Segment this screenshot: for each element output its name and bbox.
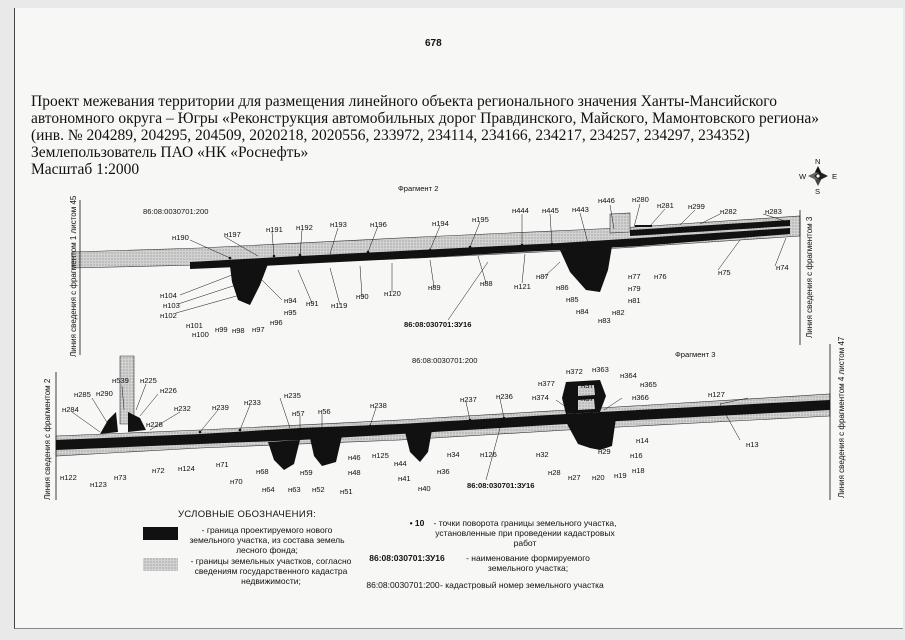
fragment-3-left-edge-label: Линия сведения с фрагментом 2 <box>43 378 52 500</box>
point-label: н281 <box>657 201 674 210</box>
point-label: н122 <box>60 473 77 482</box>
header-line-1: Проект межевания территории для размещения линейного объекта регионального значения Ханты-Мансийского <box>31 93 777 110</box>
point-label: н90 <box>356 292 369 301</box>
point-label: н95 <box>284 308 297 317</box>
fragment-2-cadastral-number: 86:08:0030701:200 <box>143 207 209 216</box>
point-label: н225 <box>140 376 157 385</box>
compass-rose-icon <box>799 157 837 196</box>
point-label: н83 <box>598 316 611 325</box>
point-label: н121 <box>514 282 531 291</box>
point-label: н88 <box>480 279 493 288</box>
point-label: н190 <box>172 233 189 242</box>
fragment-3-cadastral-number: 86:08:0030701:200 <box>412 356 478 365</box>
point-label: н51 <box>340 487 353 496</box>
map-scale: Масштаб 1:2000 <box>31 161 140 178</box>
legend-item-cadastral-number: - кадастровый номер земельного участка <box>440 580 604 590</box>
point-label: н32 <box>536 450 549 459</box>
point-label: н364 <box>620 371 637 380</box>
fragment-3-parcel <box>56 400 830 450</box>
point-label: н125 <box>372 451 389 460</box>
point-label: н376 <box>581 394 598 403</box>
compass-west-label: W <box>799 172 807 181</box>
point-label: н378 <box>581 381 598 390</box>
legend-item-parcel-name: - наименование формируемого земельного участка; <box>466 553 590 573</box>
point-label: н236 <box>496 392 513 401</box>
point-label: н196 <box>370 220 387 229</box>
fragment-2-left-edge-label: Линия сведения с фрагментом 1 листом 45 <box>69 195 78 357</box>
point-label: н20 <box>592 473 605 482</box>
point-label: н285 <box>74 390 91 399</box>
point-label: н443 <box>572 205 589 214</box>
point-label: н366 <box>632 393 649 402</box>
point-label: н226 <box>160 386 177 395</box>
legend-mark-turning-point: • 10 <box>409 518 425 528</box>
point-label: н40 <box>418 484 431 493</box>
point-label: н63 <box>288 485 301 494</box>
header-line-2: автономного округа – Югры «Реконструкция автомобильных дорог Правдинского, Майского, Мамонтовского региона» <box>31 110 820 127</box>
point-label: н34 <box>447 450 460 459</box>
point-label: н71 <box>216 460 229 469</box>
fragment-3-parcel-name: 86:08:030701:ЗУ16 <box>467 481 535 490</box>
point-label: н102 <box>160 311 177 320</box>
legend-title: УСЛОВНЫЕ ОБОЗНАЧЕНИЯ: <box>178 509 317 520</box>
legend-mark-parcel-name: 86:08:030701:ЗУ16 <box>369 553 445 563</box>
fragment-2-parcel-name: 86:08:030701:ЗУ16 <box>404 320 472 329</box>
point-label: н27 <box>568 473 581 482</box>
point-label: н74 <box>776 263 789 272</box>
point-label: н29 <box>598 447 611 456</box>
point-label: н197 <box>224 230 241 239</box>
point-label: н72 <box>152 466 165 475</box>
point-label: н365 <box>640 380 657 389</box>
point-label: н377 <box>538 379 555 388</box>
fragment-2-title: Фрагмент 2 <box>398 184 439 193</box>
point-label: н79 <box>628 284 641 293</box>
point-label: н84 <box>576 307 589 316</box>
point-label: н539 <box>112 376 129 385</box>
point-label: н100 <box>192 330 209 339</box>
point-label: н104 <box>160 291 177 300</box>
point-label: н52 <box>312 485 325 494</box>
point-label: н87 <box>536 272 549 281</box>
point-label: н28 <box>548 468 561 477</box>
point-label: н238 <box>370 401 387 410</box>
point-label: н228 <box>146 420 163 429</box>
point-label: н99 <box>215 325 228 334</box>
fragment-2 <box>69 184 814 357</box>
compass-east-label: E <box>832 172 838 181</box>
header-line-4: Землепользователь ПАО «НК «Роснефть» <box>31 144 309 161</box>
point-label: н48 <box>348 468 361 477</box>
point-label: н64 <box>262 485 275 494</box>
point-label: н18 <box>632 466 645 475</box>
point-label: н446 <box>598 196 615 205</box>
compass-south-label: S <box>815 187 821 196</box>
point-label: н124 <box>178 464 195 473</box>
point-label: н44 <box>394 459 407 468</box>
point-label: н81 <box>628 296 641 305</box>
point-label: н290 <box>96 389 113 398</box>
point-label: н372 <box>566 367 583 376</box>
compass-north-label: N <box>815 157 821 166</box>
point-label: н284 <box>62 405 79 414</box>
point-label: н280 <box>632 195 649 204</box>
point-label: н374 <box>532 393 549 402</box>
point-label: н85 <box>566 295 579 304</box>
point-label: н193 <box>330 220 347 229</box>
point-label: н56 <box>318 407 331 416</box>
point-label: н57 <box>292 409 305 418</box>
point-label: н14 <box>636 436 649 445</box>
header-line-3: (инв. № 204289, 204295, 204509, 2020218, 2020556, 233972, 234114, 234166, 234217, 234257, 234297, 234352) <box>31 127 750 144</box>
point-label: н282 <box>720 207 737 216</box>
point-label: н82 <box>612 308 625 317</box>
point-label: н98 <box>232 326 245 335</box>
point-label: н119 <box>331 301 348 310</box>
legend-item-new-parcel: - граница проектируемого нового земельного участка, из состава земель лесного фонда; <box>189 525 345 555</box>
point-label: н283 <box>765 207 782 216</box>
point-label: н76 <box>654 272 667 281</box>
point-label: н16 <box>630 451 643 460</box>
point-label: н194 <box>432 219 449 228</box>
point-label: н445 <box>542 206 559 215</box>
point-label: н127 <box>708 390 725 399</box>
point-label: н70 <box>230 477 243 486</box>
point-label: н126 <box>480 450 497 459</box>
point-label: н103 <box>163 301 180 310</box>
legend-parcel-swatch <box>143 527 178 540</box>
point-label: н237 <box>460 395 477 404</box>
point-label: н192 <box>296 223 313 232</box>
point-label: н89 <box>428 283 441 292</box>
point-label: н59 <box>300 468 313 477</box>
fragment-3-right-edge-label: Линия сведения с фрагментом 4 листом 47 <box>837 336 846 498</box>
legend-item-cadastral-boundaries: - границы земельных участков, согласно сведениям государственного кадастра недвижимости; <box>190 556 352 586</box>
point-label: н19 <box>614 471 627 480</box>
point-label: н36 <box>437 467 450 476</box>
point-label: н94 <box>284 296 297 305</box>
point-label: н123 <box>90 480 107 489</box>
point-label: н191 <box>266 225 283 234</box>
legend-item-turning-points: - точки поворота границы земельного участка, установленные при проведении кадастровых работ <box>433 518 617 548</box>
point-label: н299 <box>688 202 705 211</box>
fragment-2-right-edge-label: Линия сведения с фрагментом 3 <box>805 216 814 338</box>
point-label: н77 <box>628 272 641 281</box>
point-label: н91 <box>306 299 319 308</box>
point-label: н75 <box>718 268 731 277</box>
legend-symbols <box>143 527 178 571</box>
point-label: н97 <box>252 325 265 334</box>
page-number: 678 <box>425 38 442 49</box>
point-label: н13 <box>746 440 759 449</box>
point-label: н232 <box>174 404 191 413</box>
legend-mark-cadastral-number: 86:08:0030701:200 <box>366 580 440 590</box>
point-label: н233 <box>244 398 261 407</box>
point-label: н96 <box>270 318 283 327</box>
point-label: н195 <box>472 215 489 224</box>
fragment-3-title: Фрагмент 3 <box>675 350 716 359</box>
point-label: н101 <box>186 321 203 330</box>
point-label: н73 <box>114 473 127 482</box>
legend-cadastral-swatch <box>143 558 178 571</box>
point-label: н363 <box>592 365 609 374</box>
point-label: н86 <box>556 283 569 292</box>
fragment-3 <box>43 336 846 500</box>
point-label: н444 <box>512 206 529 215</box>
point-label: н235 <box>284 391 301 400</box>
point-label: н120 <box>384 289 401 298</box>
point-label: н46 <box>348 453 361 462</box>
point-label: н41 <box>398 474 411 483</box>
point-label: н239 <box>212 403 229 412</box>
point-label: н68 <box>256 467 269 476</box>
